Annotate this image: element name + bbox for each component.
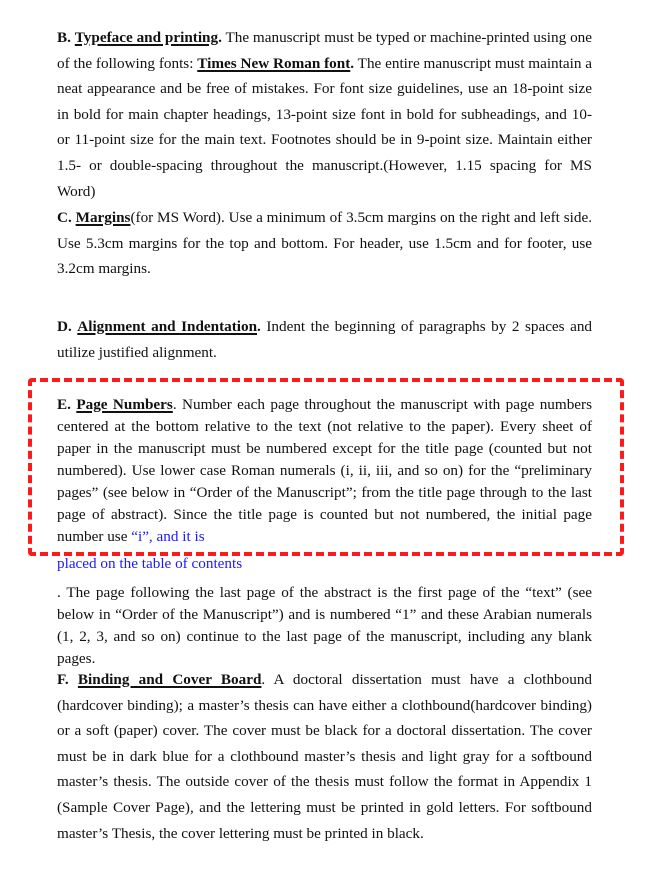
section-heading: Alignment and Indentation bbox=[77, 318, 258, 335]
section-heading: Page Numbers bbox=[76, 396, 173, 413]
heading-punctuation: . bbox=[218, 29, 222, 46]
section-text: Number each page throughout the manuscript with page numbers centered at the bottom relative to the text (not relative to the paper). Every sheet of paper in the manuscript must be numbered except for the title page (counted but not numbered). Use lower case Roman numerals (i, ii, iii, and so on) for the “preliminary pages” (see below in “Order of the Manuscript”; from the title page through to the last page of abstract). Since the title page is counted but not numbered, the initial page number use bbox=[57, 396, 592, 545]
section-typeface-and-printing bbox=[57, 25, 592, 204]
section-label: E. bbox=[57, 396, 71, 413]
highlighted-text: “i”, and it is bbox=[131, 528, 205, 545]
section-label: C. bbox=[57, 209, 72, 226]
section-text: The entire manuscript must maintain a neat appearance and be free of mistakes. For font size guidelines, use an 18-point size in bold for main chapter headings, 13-point size font in bold for subheadings, and 10- or 11-point size for the main text. Footnotes should be in 9-point size. Maintain either 1.5- or double-spacing throughout the manuscript.(However, 1.15 spacing for MS Word) bbox=[57, 54, 593, 200]
highlighted-text-continued: placed on the table of contents bbox=[57, 555, 243, 572]
section-label: F. bbox=[57, 671, 69, 688]
section-text: (for MS Word). Use a minimum of 3.5cm margins on the right and left side. Use 5.3cm margins for the top and bottom. For header, use 1.5cm and for footer, use 3.2cm margins. bbox=[57, 209, 592, 278]
section-heading: Binding and Cover Board bbox=[77, 671, 262, 688]
section-label: D. bbox=[57, 318, 72, 335]
font-name-emphasis: Times New Roman font bbox=[197, 54, 351, 72]
heading-punctuation: . bbox=[172, 396, 177, 413]
section-text: . A doctoral dissertation must have a clothbound (hardcover binding); a master’s thesis can have either a clothbound(hardcover binding) or a soft (paper) cover. The cover must be black for a doctoral dissertation. The cover must be in dark blue for a clothbound master’s thesis and light gray for a softbound master’s thesis. The outside cover of the thesis must follow the format in Appendix 1 (Sample Cover Page), and the lettering must be printed in gold letters. For softbound master’s Thesis, the cover lettering must be printed in black. bbox=[57, 671, 593, 842]
section-text: The manuscript must be typed or machine-printed using one of the following fonts: bbox=[57, 29, 592, 72]
section-label: B. bbox=[57, 29, 71, 46]
section-text: Indent the beginning of paragraphs by 2 spaces and utilize justified alignment. bbox=[57, 318, 593, 361]
font-name-punctuation: . bbox=[350, 54, 355, 72]
section-page-numbers bbox=[57, 394, 592, 576]
heading-punctuation: . bbox=[257, 318, 261, 335]
page-numbers-continuation bbox=[57, 582, 592, 670]
section-heading: Margins bbox=[75, 209, 131, 226]
section-binding-and-cover-board bbox=[57, 667, 592, 846]
section-heading: Typeface and printing bbox=[74, 29, 219, 46]
section-margins bbox=[57, 205, 592, 282]
section-alignment-and-indentation bbox=[57, 314, 592, 365]
section-text: . The page following the last page of the abstract is the first page of the “text” (see below in “Order of the Manuscript”) and is numbered “1” and these Arabian numerals (1, 2, 3, and so on) continue to the last page of the manuscript, including any blank pages. bbox=[57, 584, 592, 667]
